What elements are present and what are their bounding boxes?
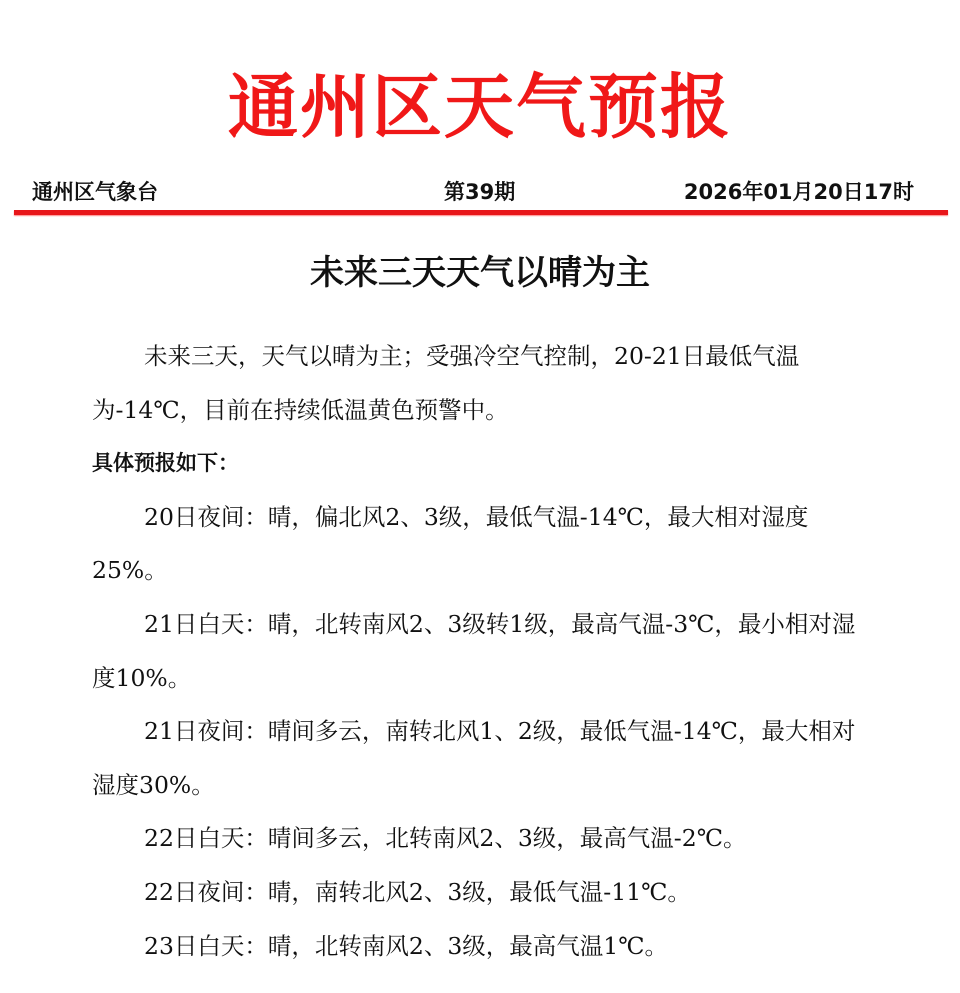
document-body [92,330,858,973]
issue-datetime: 2026年01月20日17时 [683,180,914,204]
forecast-item: 22日白天：晴间多云，北转南风2、3级，最高气温-2℃。 [144,824,747,853]
forecast-item: 21日夜间：晴间多云，南转北风1、2级，最低气温-14℃，最大相对湿度30%。 [92,717,856,799]
details-heading: 具体预报如下： [92,451,239,476]
issuer: 通州区气象台 [32,180,158,204]
forecast-item: 21日白天：晴，北转南风2、3级转1级，最高气温-3℃，最小相对湿度10%。 [92,609,856,692]
forecast-item: 22日夜间：晴，南转北风2、3级，最低气温-11℃。 [144,877,691,906]
issue-number: 第39期 [444,180,516,204]
summary-paragraph: 未来三天，天气以晴为主；受强冷空气控制，20-21日最低气温为-14℃，目前在持续低温黄色预警中。 [92,342,800,424]
headline: 未来三天天气以晴为主 [310,253,650,293]
red-divider [14,210,948,215]
forecast-item: 20日夜间：晴，偏北风2、3级，最低气温-14℃，最大相对湿度25%。 [92,502,809,585]
forecast-item: 23日白天：晴，北转南风2、3级，最高气温1℃。 [144,931,669,960]
masthead-title: 通州区天气预报 [228,66,732,148]
